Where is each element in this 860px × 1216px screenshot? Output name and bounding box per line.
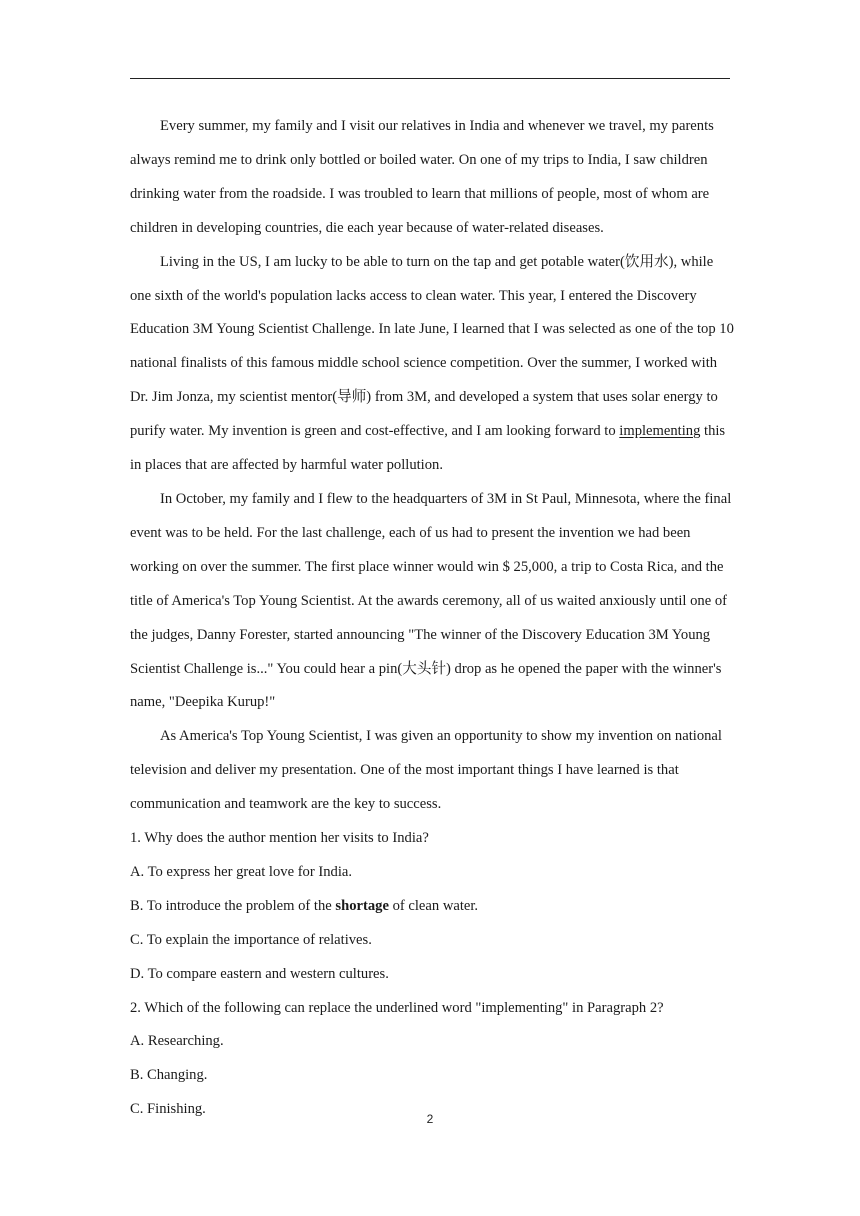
option-b-text-end: of clean water. bbox=[388, 897, 479, 914]
question-1-option-b bbox=[130, 890, 736, 924]
question-2-option-c: C. Finishing. bbox=[130, 1101, 206, 1118]
document-body bbox=[130, 110, 736, 1127]
paragraph-4: As America's Top Young Scientist, I was given an opportunity to show my invention on national television and deliver my presentation. One of the most important things I have learned is that communication and teamwork are the key to success. bbox=[130, 728, 722, 813]
paragraph-1: Every summer, my family and I visit our relatives in India and whenever we travel, my parents always remind me to drink only bottled or boiled water. On one of my trips to India, I saw children drinking water from the roadside. I was troubled to learn that millions of people, most of whom are children in developing countries, die each year because of water-related diseases. bbox=[130, 118, 714, 236]
paragraph-2-text-end: this in places that are affected by harmful water pollution. bbox=[130, 423, 726, 474]
question-1-option-d: D. To compare eastern and western cultures. bbox=[130, 965, 389, 982]
question-2-option-b: B. Changing. bbox=[130, 1067, 208, 1084]
header-rule bbox=[130, 78, 730, 79]
question-1-option-a: A. To express her great love for India. bbox=[130, 863, 352, 880]
question-1-stem: 1. Why does the author mention her visits to India? bbox=[130, 830, 429, 847]
question-2-option-a: A. Researching. bbox=[130, 1033, 224, 1050]
underlined-word: implementing bbox=[619, 423, 701, 440]
paragraph-2 bbox=[130, 246, 736, 483]
bold-word: shortage bbox=[335, 897, 389, 914]
paragraph-3: In October, my family and I flew to the headquarters of 3M in St Paul, Minnesota, where the final event was to be held. For the last challenge, each of us had to present the invention we had been working on over the summer. The first place winner would win $ 25,000, a trip to Costa Rica, and the title of America's Top Young Scientist. At the awards ceremony, all of us waited anxiously until one of the judges, Danny Forester, started announcing "The winner of the Discovery Education 3M Young Scientist Challenge is..." You could hear a pin(大头针) drop as he opened the paper with the winner's name, "Deepika Kurup!" bbox=[130, 490, 732, 711]
question-2-stem: 2. Which of the following can replace the underlined word "implementing" in Paragraph 2? bbox=[130, 999, 664, 1016]
option-b-text-start: B. To introduce the problem of the bbox=[130, 897, 336, 914]
page-number: 2 bbox=[426, 1112, 434, 1126]
paragraph-2-text-start: Living in the US, I am lucky to be able to turn on the tap and get potable water(饮用水), while one sixth of the world's population lacks access to clean water. This year, I entered the Discovery Education 3M Young Scientist Challenge. In late June, I learned that I was selected as one of the top 10 national finalists of this famous middle school science competition. Over the summer, I worked with Dr. Jim Jonza, my scientist mentor(导师) from 3M, and developed a system that uses solar energy to purify water. My invention is green and cost-effective, and I am looking forward to bbox=[130, 253, 734, 440]
question-1-option-c: C. To explain the importance of relatives. bbox=[130, 931, 372, 948]
